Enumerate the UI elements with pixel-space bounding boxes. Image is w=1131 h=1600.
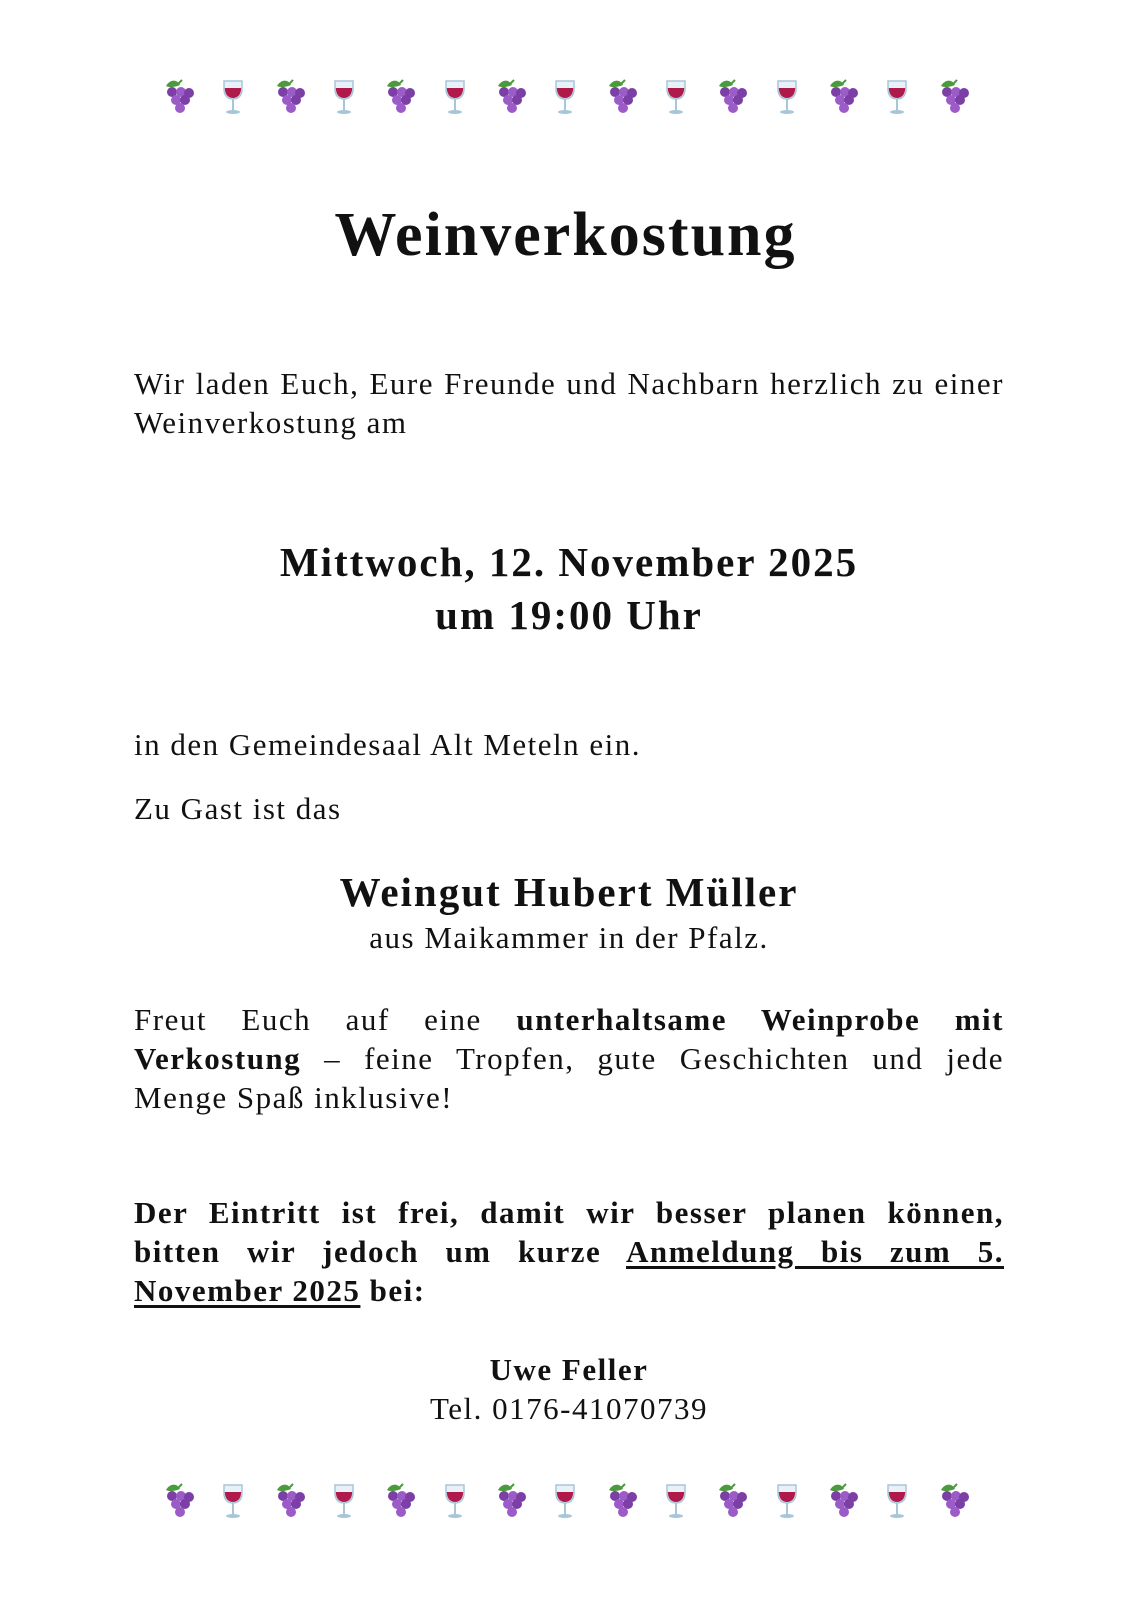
grapes-icon: [824, 77, 860, 117]
wine-glass-icon: [331, 77, 357, 117]
winery-name-text: Weingut Hubert Müller: [339, 869, 799, 915]
grapes-icon: [713, 1481, 749, 1521]
grapes-icon: [160, 77, 196, 117]
location-paragraph: in den Gemeindesaal Alt Meteln ein.: [134, 727, 642, 762]
grapes-icon: [824, 1481, 860, 1521]
grapes-icon: [603, 1481, 639, 1521]
grapes-icon: [381, 77, 417, 117]
grapes-icon: [492, 1481, 528, 1521]
winery-origin: [134, 918, 1004, 957]
event-datetime: [134, 536, 1004, 642]
wine-glass-icon: [774, 77, 800, 117]
wine-glass-icon: [442, 77, 468, 117]
grapes-icon: [603, 77, 639, 117]
grapes-icon: [381, 1481, 417, 1521]
wine-glass-icon: [331, 1481, 357, 1521]
contact-name: [134, 1350, 1004, 1389]
contact-phone-text: Tel. 0176-41070739: [430, 1391, 708, 1426]
wine-glass-icon: [884, 77, 910, 117]
wine-glass-icon: [442, 1481, 468, 1521]
decoration-row-top: [160, 74, 971, 120]
registration-text: [134, 1193, 1004, 1310]
guest-intro-paragraph: Zu Gast ist das: [134, 791, 342, 826]
description-paragraph: [134, 1000, 1004, 1117]
grapes-icon: [271, 1481, 307, 1521]
grapes-icon: [271, 77, 307, 117]
decoration-row-bottom: [160, 1478, 971, 1524]
wine-glass-icon: [884, 1481, 910, 1521]
location-text: [134, 725, 1004, 764]
registration-tail: bei:: [369, 1273, 426, 1308]
contact-name-text: Uwe Feller: [489, 1352, 649, 1387]
guest-intro-text: [134, 789, 1004, 828]
wine-glass-icon: [663, 77, 689, 117]
page-title: Weinverkostung: [334, 201, 797, 269]
wine-glass-icon: [220, 1481, 246, 1521]
description-rest: – feine Tropfen, gute Geschichten und jede Menge Spaß inklusive!: [134, 1041, 1004, 1115]
winery-name: [134, 868, 1004, 916]
grapes-icon: [713, 77, 749, 117]
registration-paragraph: [134, 1193, 1004, 1310]
grapes-icon: [935, 1481, 971, 1521]
intro-paragraph: Wir laden Euch, Eure Freunde und Nachbarn herzlich zu einer Weinverkostung am: [134, 366, 1004, 440]
description-highlight: unterhaltsame Weinprobe mit Verkostung: [134, 1002, 1004, 1076]
wine-glass-icon: [774, 1481, 800, 1521]
wine-glass-icon: [663, 1481, 689, 1521]
description-lead: Freut Euch auf eine: [134, 1002, 482, 1037]
registration-lead: Der Eintritt ist frei, damit wir besser planen können, bitten wir jedoch um kurze: [134, 1195, 1004, 1269]
wine-glass-icon: [552, 77, 578, 117]
registration-deadline: Anmeldung bis zum 5. November 2025: [134, 1234, 1004, 1308]
grapes-icon: [935, 77, 971, 117]
intro-text: [134, 364, 1004, 442]
description-text: [134, 1000, 1004, 1117]
contact-phone: [134, 1389, 1004, 1428]
grapes-icon: [492, 77, 528, 117]
event-date: Mittwoch, 12. November 2025: [279, 539, 859, 585]
grapes-icon: [160, 1481, 196, 1521]
wine-glass-icon: [220, 77, 246, 117]
event-time: um 19:00 Uhr: [435, 592, 703, 638]
wine-glass-icon: [552, 1481, 578, 1521]
winery-origin-text: aus Maikammer in der Pfalz.: [369, 920, 769, 955]
